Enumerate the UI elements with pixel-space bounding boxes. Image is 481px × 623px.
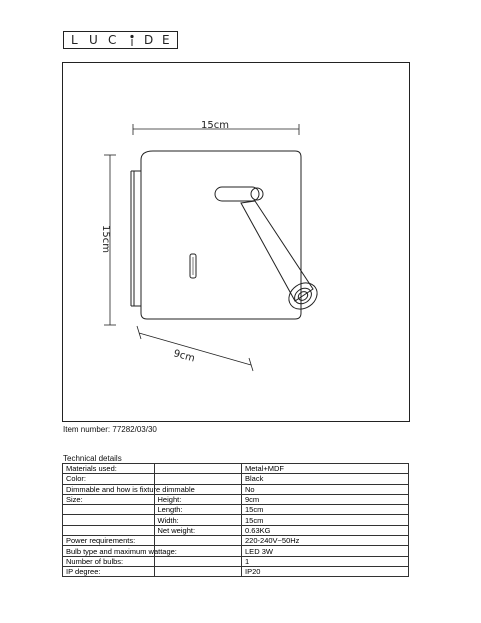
spec-sublabel bbox=[154, 566, 242, 576]
logo-letter: D bbox=[144, 33, 154, 47]
spec-value: 15cm bbox=[242, 515, 409, 525]
spec-label: Materials used: bbox=[63, 464, 155, 474]
product-drawing-frame bbox=[62, 62, 410, 422]
product-technical-drawing bbox=[63, 63, 411, 423]
spec-value: IP20 bbox=[242, 566, 409, 576]
technical-details-table bbox=[62, 463, 409, 577]
logo-i-lamp-icon bbox=[127, 34, 137, 47]
logo-letter: U bbox=[89, 33, 98, 47]
depth-dimension-line bbox=[137, 326, 253, 371]
spec-sublabel bbox=[154, 536, 242, 546]
spec-label bbox=[63, 515, 155, 525]
item-number-value: 77282/03/30 bbox=[112, 425, 157, 434]
spec-sublabel bbox=[154, 464, 242, 474]
table-row bbox=[63, 566, 409, 576]
table-row bbox=[63, 484, 409, 494]
spec-label bbox=[63, 525, 155, 535]
item-number bbox=[63, 425, 157, 434]
spec-value: 0.63KG bbox=[242, 525, 409, 535]
table-row bbox=[63, 474, 409, 484]
spec-sublabel: Width: bbox=[154, 515, 242, 525]
lamp-head-shape bbox=[241, 201, 322, 314]
logo-letter: C bbox=[108, 33, 117, 47]
depth-dimension-label: 9cm bbox=[172, 348, 196, 365]
table-row bbox=[63, 464, 409, 474]
spec-label bbox=[63, 505, 155, 515]
wall-plate-shape bbox=[131, 151, 301, 319]
spec-sublabel: Net weight: bbox=[154, 525, 242, 535]
spec-value: LED 3W bbox=[242, 546, 409, 556]
lucide-logo bbox=[63, 31, 178, 49]
spec-value: 1 bbox=[242, 556, 409, 566]
spec-sublabel bbox=[154, 474, 242, 484]
spec-value: Black bbox=[242, 474, 409, 484]
spec-label: Bulb type and maximum wattage: bbox=[63, 546, 155, 556]
technical-details-title: Technical details bbox=[63, 454, 122, 463]
logo-letter: E bbox=[162, 33, 170, 47]
spec-value: Metal+MDF bbox=[242, 464, 409, 474]
item-number-label: Item number: bbox=[63, 425, 111, 434]
spec-label: IP degree: bbox=[63, 566, 155, 576]
table-row bbox=[63, 515, 409, 525]
table-row bbox=[63, 546, 409, 556]
spec-label: Power requirements: bbox=[63, 536, 155, 546]
width-dimension-label: 15cm bbox=[201, 120, 229, 131]
table-row bbox=[63, 556, 409, 566]
spec-value: 9cm bbox=[242, 494, 409, 504]
spec-sublabel: Height: bbox=[154, 494, 242, 504]
spec-value: No bbox=[242, 484, 409, 494]
spec-label: Size: bbox=[63, 494, 155, 504]
spec-label: Dimmable and how is fixture dimmable bbox=[63, 484, 155, 494]
spec-label: Number of bulbs: bbox=[63, 556, 155, 566]
spec-value: 220-240V~50Hz bbox=[242, 536, 409, 546]
spec-sublabel bbox=[154, 556, 242, 566]
spec-sublabel: Length: bbox=[154, 505, 242, 515]
spec-value: 15cm bbox=[242, 505, 409, 515]
table-row bbox=[63, 494, 409, 504]
height-dimension-label: 15cm bbox=[100, 225, 111, 253]
lamp-arm-shape bbox=[215, 187, 263, 201]
table-row bbox=[63, 536, 409, 546]
table-row bbox=[63, 505, 409, 515]
logo-letter: L bbox=[71, 33, 78, 47]
table-row bbox=[63, 525, 409, 535]
spec-label: Color: bbox=[63, 474, 155, 484]
